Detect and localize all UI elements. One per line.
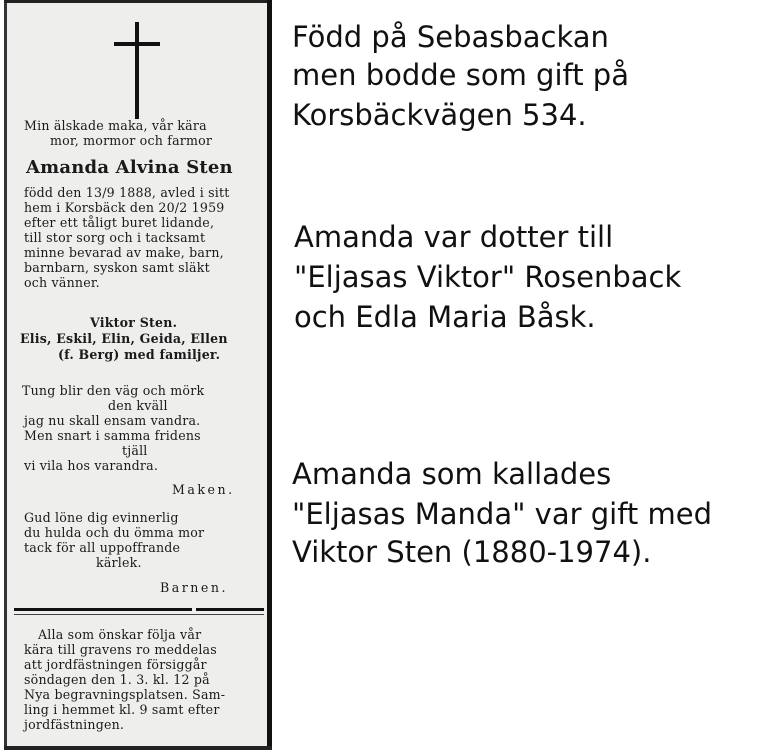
poem1-line-2: den kväll (108, 398, 168, 413)
clipping-border-bottom (4, 746, 272, 750)
divider-left (14, 608, 192, 611)
funeral-line-7: jordfästningen. (24, 717, 125, 732)
intro-line-1: Min älskade maka, vår kära (24, 118, 207, 133)
note3-line-2: "Eljasas Manda" var gift med (292, 497, 712, 531)
clipping-border-right (267, 0, 272, 750)
poem1-line-1: Tung blir den väg och mörk (22, 383, 205, 398)
poem1-line-3: jag nu skall ensam vandra. (24, 413, 201, 428)
body-line-4: till stor sorg och i tacksamt (24, 230, 206, 245)
note3-line-3: Viktor Sten (1880-1974). (292, 535, 652, 569)
poem2-line-1: Gud löne dig evinnerlig (24, 510, 179, 525)
funeral-line-3: att jordfästningen försiggår (24, 657, 207, 672)
note2-line-1: Amanda var dotter till (294, 220, 614, 254)
funeral-line-2: kära till gravens ro meddelas (24, 642, 217, 657)
signers-line-1: Viktor Sten. (90, 315, 178, 330)
poem1-signer: Maken. (172, 482, 235, 497)
body-line-1: född den 13/9 1888, avled i sitt (24, 185, 230, 200)
funeral-line-1: Alla som önskar följa vår (38, 627, 202, 642)
note1-line-3: Korsbäckvägen 534. (292, 98, 587, 132)
signers-line-3: (f. Berg) med familjer. (58, 347, 221, 362)
deceased-name: Amanda Alvina Sten (26, 157, 233, 178)
note1-line-2: men bodde som gift på (292, 58, 629, 92)
obituary-clipping (4, 0, 272, 750)
body-line-3: efter ett tåligt buret lidande, (24, 215, 215, 230)
divider-right (196, 608, 264, 611)
funeral-line-4: söndagen den 1. 3. kl. 12 på (24, 672, 210, 687)
funeral-line-5: Nya begravningsplatsen. Sam- (24, 687, 226, 702)
poem1-line-6: vi vila hos varandra. (24, 458, 159, 473)
note2-line-2: "Eljasas Viktor" Rosenback (294, 260, 682, 294)
body-line-2: hem i Korsbäck den 20/2 1959 (24, 200, 225, 215)
note3-line-1: Amanda som kallades (292, 457, 612, 491)
body-line-7: och vänner. (24, 275, 100, 290)
poem2-line-4: kärlek. (96, 555, 142, 570)
clipping-border-left (4, 0, 7, 750)
signers-line-2: Elis, Eskil, Elin, Geida, Ellen (20, 331, 228, 346)
poem2-line-3: tack för all uppoffrande (24, 540, 181, 555)
funeral-line-6: ling i hemmet kl. 9 samt efter (24, 702, 220, 717)
intro-line-2: mor, mormor och farmor (50, 133, 213, 148)
clipping-border-top (4, 0, 272, 3)
divider-thin (14, 614, 264, 615)
poem2-signer: Barnen. (160, 580, 228, 595)
poem1-line-4: Men snart i samma fridens (24, 428, 201, 443)
note1-line-1: Född på Sebasbackan (292, 20, 609, 54)
body-line-6: barnbarn, syskon samt släkt (24, 260, 210, 275)
body-line-5: minne bevarad av make, barn, (24, 245, 224, 260)
note2-line-3: och Edla Maria Båsk. (294, 300, 596, 334)
poem2-line-2: du hulda och du ömma mor (24, 525, 205, 540)
poem1-line-5: tjäll (122, 443, 148, 458)
